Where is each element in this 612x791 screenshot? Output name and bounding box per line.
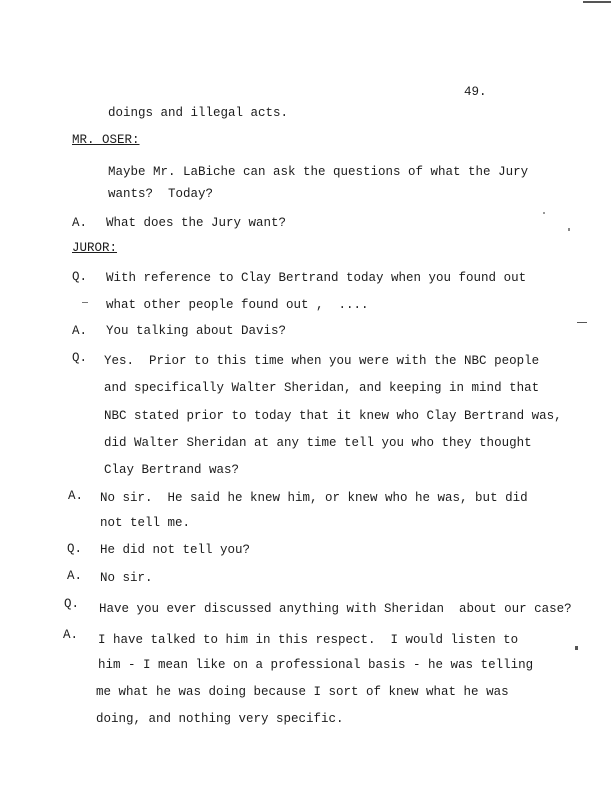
question-line: what other people found out , .... [106,298,369,312]
speaker-heading-juror: JUROR: [72,241,118,255]
answer-line: What does the Jury want? [106,216,287,230]
answer-line: him - I mean like on a professional basis - he was telling [98,658,534,672]
answer-line: You talking about Davis? [106,324,287,338]
scan-mark [583,1,611,3]
question-line: NBC stated prior to today that it knew who Clay Bertrand was, [104,409,562,423]
answer-line: not tell me. [100,516,191,530]
question-line: Clay Bertrand was? [104,463,240,477]
scan-mark [82,302,88,303]
question-line: and specifically Walter Sheridan, and keeping in mind that [104,381,540,395]
oser-line-1: Maybe Mr. LaBiche can ask the questions of what the Jury [108,165,529,179]
speaker-q: Q. [72,351,88,365]
scan-mark [568,228,570,231]
speaker-a: A. [72,216,88,230]
question-line: With reference to Clay Bertrand today when you found out [106,271,527,285]
speaker-q: Q. [64,597,80,611]
answer-line: I have talked to him in this respect. I would listen to [98,633,519,647]
speaker-heading-mr-oser: MR. OSER: [72,133,140,147]
question-line: Yes. Prior to this time when you were with the NBC people [104,354,540,368]
question-line: did Walter Sheridan at any time tell you who they thought [104,436,532,450]
answer-line: me what he was doing because I sort of knew what he was [96,685,509,699]
speaker-q: Q. [67,542,83,556]
speaker-a: A. [68,489,84,503]
speaker-q: Q. [72,270,88,284]
speaker-a: A. [72,324,88,338]
speaker-a: A. [63,628,79,642]
scan-mark [577,322,587,323]
answer-line: No sir. He said he knew him, or knew who he was, but did [100,491,528,505]
answer-line: doing, and nothing very specific. [96,712,344,726]
speaker-a: A. [67,569,83,583]
question-line: He did not tell you? [100,543,251,557]
answer-line: No sir. [100,571,153,585]
scan-mark [543,212,545,214]
scan-mark [575,646,578,650]
page-number: 49. [464,85,487,99]
oser-line-2: wants? Today? [108,187,214,201]
opening-line: doings and illegal acts. [108,106,289,120]
question-line: Have you ever discussed anything with Sheridan about our case? [99,602,572,616]
